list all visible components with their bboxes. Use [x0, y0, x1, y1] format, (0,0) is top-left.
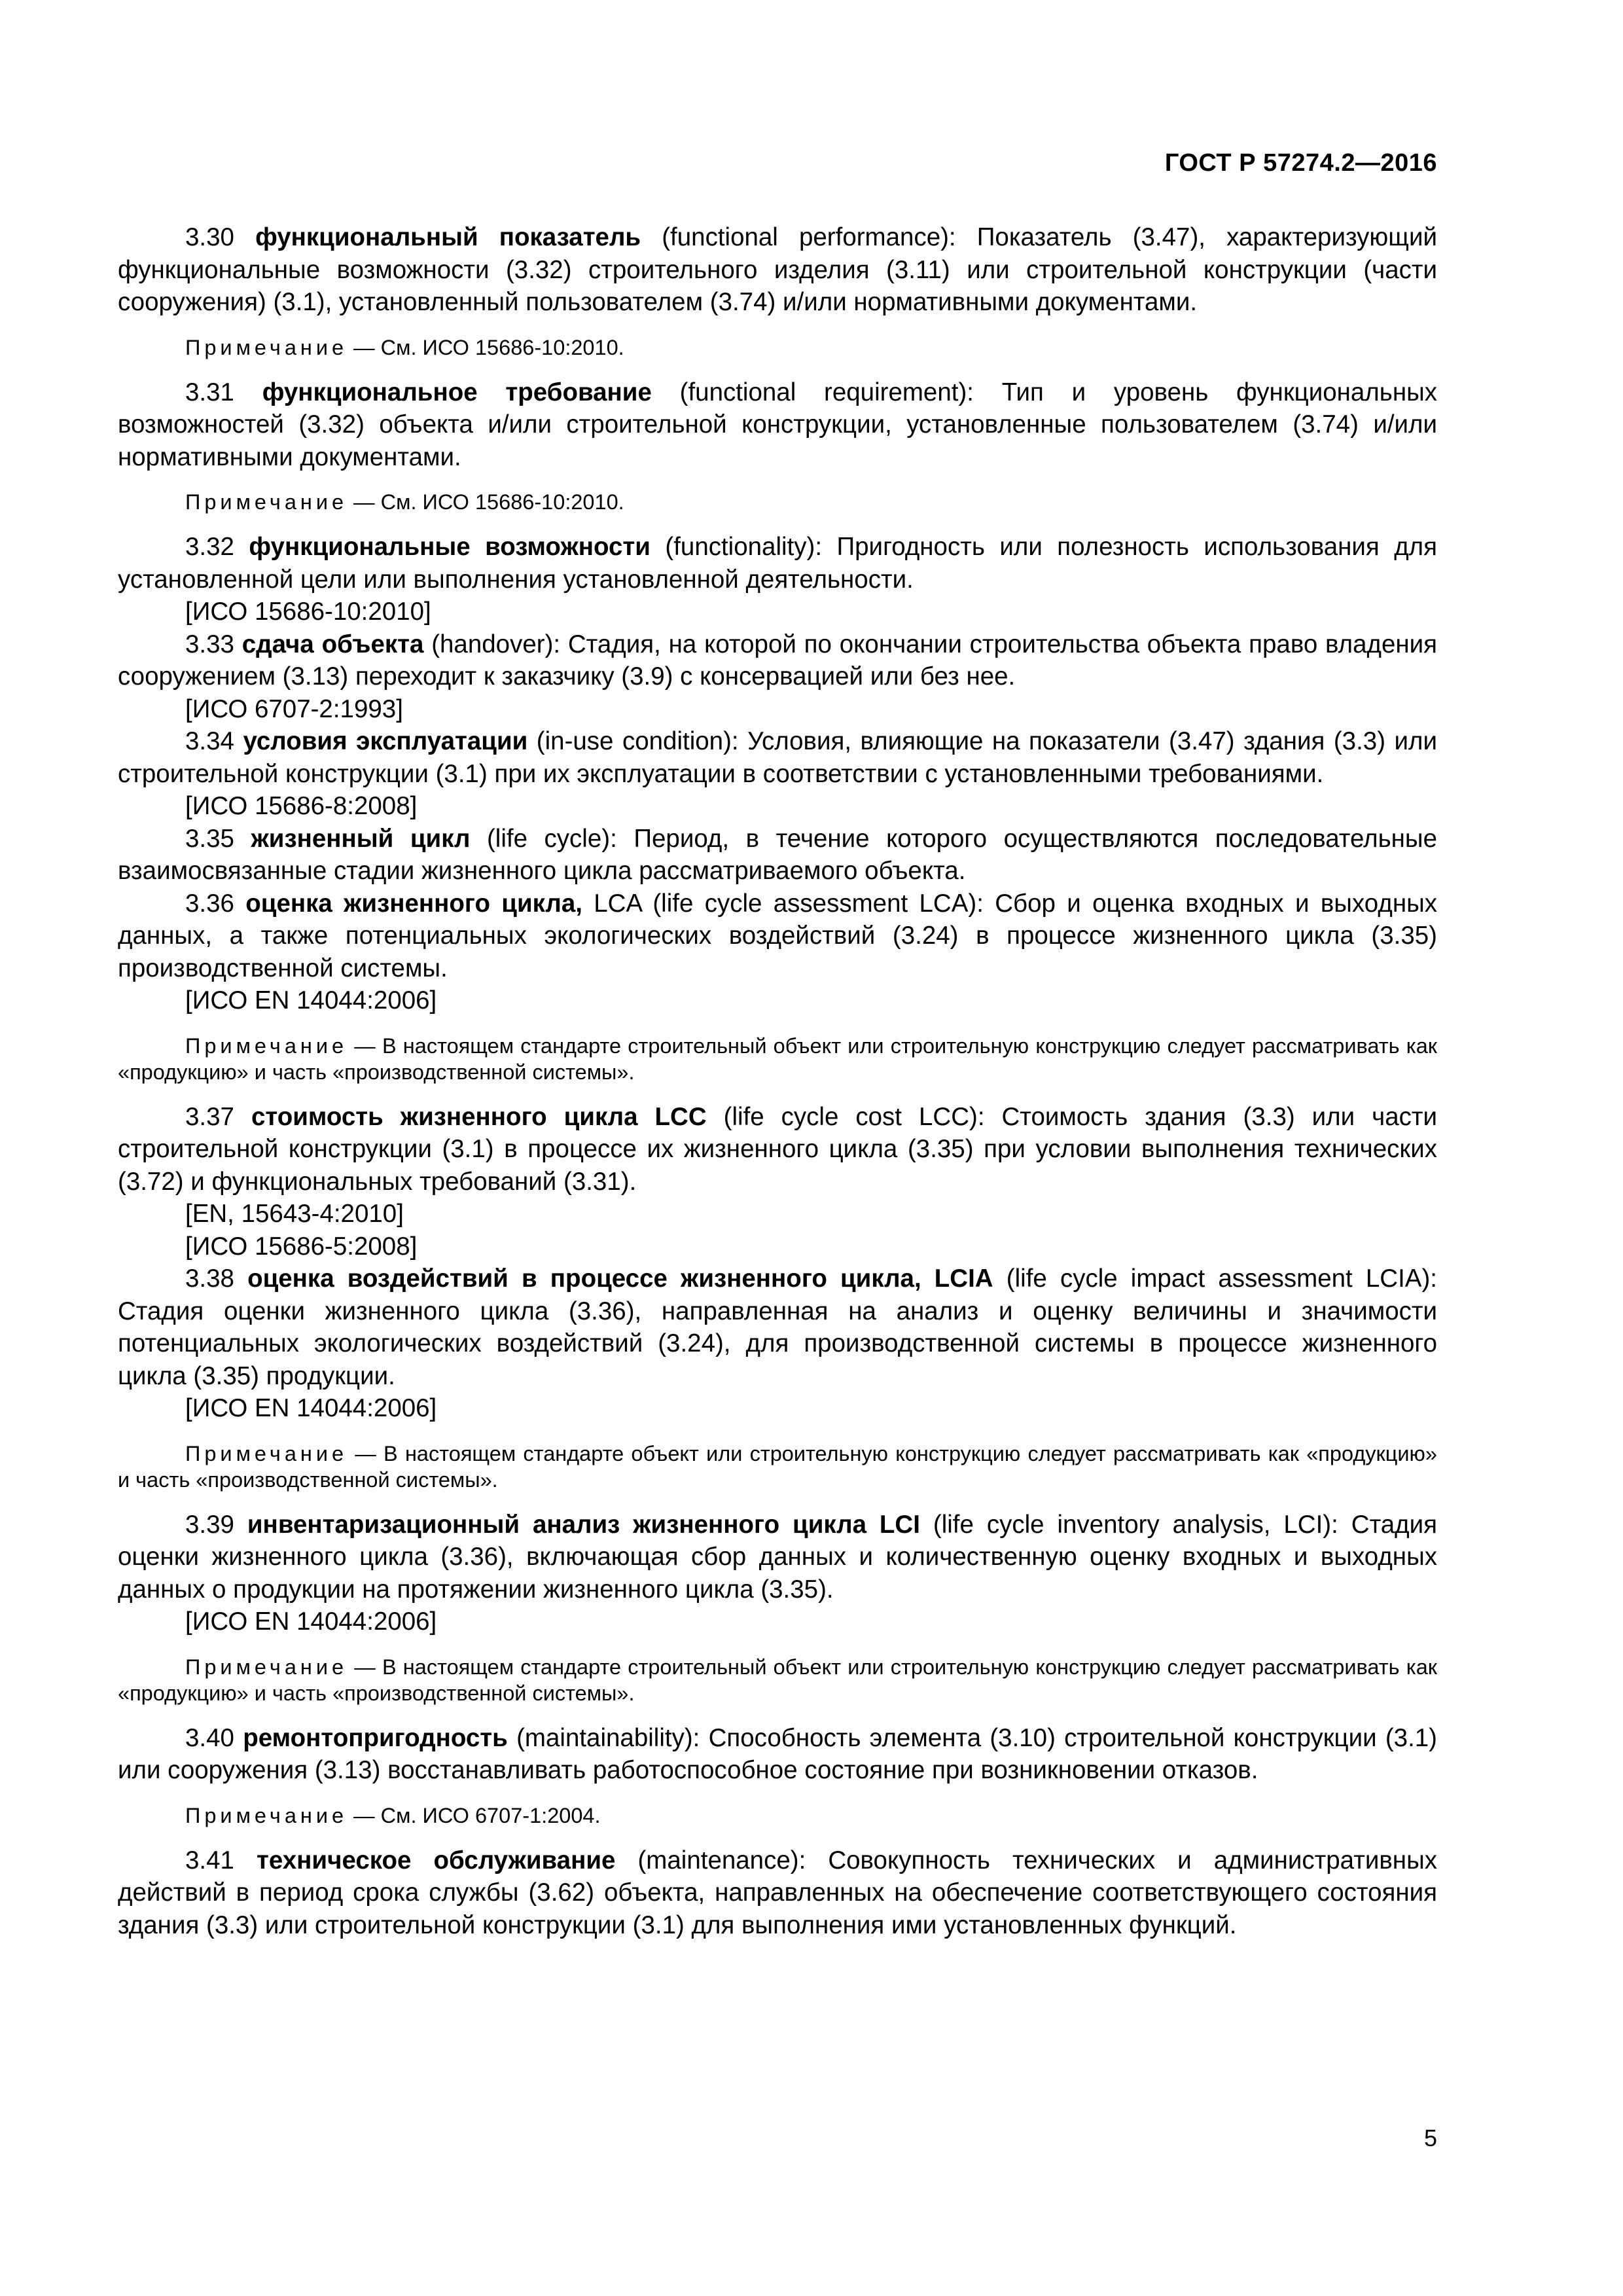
term-entry-3-40 — [118, 1722, 1437, 1787]
note-3-39 — [118, 1654, 1437, 1706]
note-3-36 — [118, 1033, 1437, 1085]
reference-3-37-iso: [ИСО 15686-5:2008] — [185, 1232, 418, 1261]
term-entry-3-35 — [118, 823, 1437, 888]
note-label: Примечание — [185, 1033, 348, 1058]
term-name: техническое обслуживание — [257, 1846, 616, 1874]
note-label: Примечание — [185, 490, 348, 514]
term-number: 3.39 — [185, 1510, 234, 1539]
term-definition: (functional requirement): Тип и уровень функциональных возможностей (3.32) объекта и/или строительной конструкции, установленные пользователем (3.74) и/или нормативными документами. — [118, 378, 1438, 471]
term-entry-3-34 — [118, 725, 1437, 790]
term-definition: (life cycle cost LCC): Стоимость здания (3.3) или части строительной конструкции (3.1) в процессе их жизненного цикла (3.35) при условии выполнения технических (3.72) и функциональных требований (3.31). — [118, 1102, 1437, 1196]
term-definition: (life cycle): Период, в течение которого осуществляются последовательные взаимосвязанные стадии жизненного цикла рассматриваемого объекта. — [118, 824, 1437, 885]
note-3-30 — [118, 334, 1437, 361]
note-label: Примечание — [185, 1655, 348, 1679]
document-id: ГОСТ Р 57274.2—2016 — [1164, 149, 1437, 177]
term-name: функциональные возможности — [249, 533, 651, 561]
reference-3-34: [ИСО 15686-8:2008] — [185, 792, 418, 820]
term-number: 3.40 — [185, 1723, 234, 1752]
term-name: оценка жизненного цикла, — [245, 889, 582, 918]
term-number: 3.41 — [185, 1846, 234, 1874]
note-3-40 — [118, 1803, 1437, 1829]
term-name: условия эксплуатации — [243, 727, 528, 755]
term-number: 3.33 — [185, 630, 234, 658]
term-definition: (handover): Стадия, на которой по окончании строительства объекта право владения сооружением (3.13) переходит к заказчику (3.9) с консервацией или без нее. — [118, 630, 1437, 691]
term-name: функциональный показатель — [255, 223, 641, 251]
term-entry-3-39 — [118, 1509, 1437, 1606]
term-definition: LCA (life cycle assessment LCA): Сбор и оценка входных и выходных данных, а также потенциальных экологических воздействий (3.24) в процессе жизненного цикла (3.35) производственной системы. — [118, 889, 1437, 982]
note-text: — В настоящем стандарте строительный объект или строительную конструкцию следует рассматривать как «продукцию» и часть «производственной системы». — [118, 1655, 1437, 1705]
term-entry-3-32 — [118, 531, 1437, 596]
term-number: 3.32 — [185, 533, 234, 561]
reference-3-36: [ИСО EN 14044:2006] — [185, 986, 437, 1014]
term-number: 3.36 — [185, 889, 234, 918]
term-entry-3-41 — [118, 1844, 1437, 1942]
term-number: 3.30 — [185, 223, 234, 251]
reference-3-39: [ИСО EN 14044:2006] — [185, 1607, 437, 1636]
term-name: функциональное требование — [262, 378, 652, 406]
term-entry-3-30 — [118, 221, 1437, 319]
reference-3-33: [ИСО 6707-2:1993] — [185, 694, 403, 723]
reference-3-38: [ИСО EN 14044:2006] — [185, 1394, 437, 1422]
note-text: — В настоящем стандарте строительный объект или строительную конструкцию следует рассматривать как «продукцию» и часть «производственной системы». — [118, 1033, 1437, 1084]
note-text: — См. ИСО 15686-10:2010. — [348, 335, 624, 359]
term-number: 3.37 — [185, 1102, 234, 1131]
term-number: 3.38 — [185, 1265, 234, 1293]
term-definition: (life cycle inventory analysis, LCI): Стадия оценки жизненного цикла (3.36), включающая сбор данных и количественную оценку входных и выходных данных о продукции на протяжении жизненного цикла (3.35). — [118, 1510, 1437, 1604]
note-label: Примечание — [185, 1803, 348, 1827]
term-name: оценка воздействий в процессе жизненного цикла, LCIA — [247, 1265, 993, 1293]
term-number: 3.31 — [185, 378, 234, 406]
term-entry-3-33 — [118, 628, 1437, 693]
note-text: — См. ИСО 15686-10:2010. — [348, 490, 624, 514]
term-entry-3-36 — [118, 888, 1437, 985]
term-definition: (functionality): Пригодность или полезность использования для установленной цели или выполнения установленной деятельности. — [118, 533, 1437, 594]
term-name: ремонтопригодность — [243, 1723, 508, 1752]
term-definition: (in-use condition): Условия, влияющие на показатели (3.47) здания (3.3) или строительной конструкции (3.1) при их эксплуатации в соответствии с установленными требованиями. — [118, 727, 1437, 788]
term-name: сдача объекта — [241, 630, 424, 658]
term-name: инвентаризационный анализ жизненного цикла LCI — [247, 1510, 920, 1539]
note-3-38 — [118, 1441, 1437, 1493]
term-name: стоимость жизненного цикла LCC — [251, 1102, 707, 1131]
note-3-31 — [118, 489, 1437, 515]
term-entry-3-38 — [118, 1263, 1437, 1392]
note-label: Примечание — [185, 1441, 348, 1465]
term-entry-3-37 — [118, 1101, 1437, 1198]
reference-3-37-en: [EN, 15643-4:2010] — [185, 1200, 404, 1228]
term-definition: (maintainability): Способность элемента (3.10) строительной конструкции (3.1) или сооружения (3.13) восстанавливать работоспособное состояние при возникновении отказов. — [118, 1723, 1438, 1784]
page-number: 5 — [1423, 2125, 1437, 2151]
term-number: 3.34 — [185, 727, 234, 755]
term-entry-3-31 — [118, 376, 1437, 474]
term-definition: (maintenance): Совокупность технических и административных действий в период срока службы (3.62) объекта, направленных на обеспечение соответствующего состояния здания (3.3) или строительной конструкции (3.1) для выполнения ими установленных функций. — [118, 1846, 1437, 1939]
term-definition: (functional performance): Показатель (3.47), характеризующий функциональные возможности (3.32) строительного изделия (3.11) или строительной конструкции (части сооружения) (3.1), установленный пользователем (3.74) и/или нормативными документами. — [118, 223, 1437, 316]
note-text: — В настоящем стандарте объект или строительную конструкцию следует рассматривать как «продукцию» и часть «производственной системы». — [118, 1441, 1437, 1492]
term-definition: (life cycle impact assessment LCIA): Стадия оценки жизненного цикла (3.36), направленная на анализ и оценку величины и значимости потенциальных экологических воздействий (3.24), для производственной системы в процессе жизненного цикла (3.35) продукции. — [118, 1265, 1437, 1390]
term-name: жизненный цикл — [251, 824, 471, 853]
note-label: Примечание — [185, 335, 348, 359]
document-body — [118, 221, 1437, 1941]
note-text: — См. ИСО 6707-1:2004. — [348, 1803, 601, 1827]
term-number: 3.35 — [185, 824, 234, 853]
reference-3-32: [ИСО 15686-10:2010] — [185, 598, 431, 626]
